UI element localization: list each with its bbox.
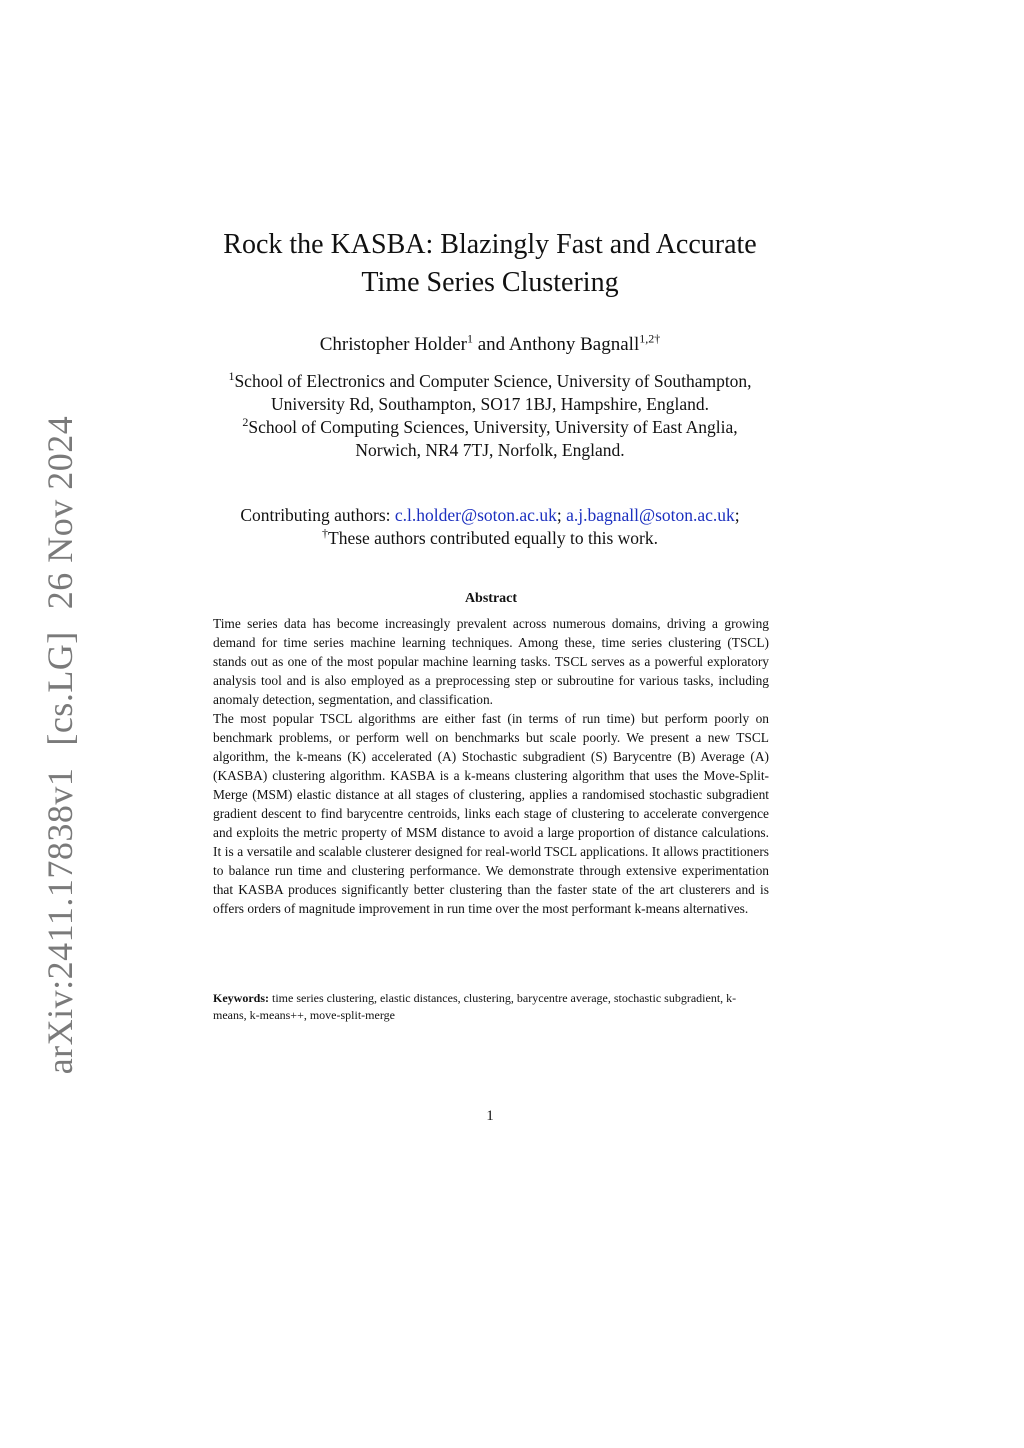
- email-end: ;: [734, 505, 740, 525]
- affiliation-2-line-1: [150, 416, 830, 439]
- author-name: Anthony Bagnall: [508, 334, 640, 355]
- author-list: [150, 332, 830, 358]
- affiliation-mark: 1: [228, 369, 235, 384]
- email-separator: ;: [556, 505, 562, 525]
- email-link-bagnall[interactable]: a.j.bagnall@soton.ac.uk: [566, 505, 735, 525]
- title-line-1: Rock the KASBA: Blazingly Fast and Accurate: [223, 229, 757, 260]
- contributing-line: [150, 504, 830, 527]
- contributing-label: Contributing authors:: [240, 505, 391, 525]
- affiliation-1-line-2: University Rd, Southampton, SO17 1BJ, Hampshire, England.: [271, 394, 709, 414]
- arxiv-category: [cs.LG]: [40, 631, 80, 746]
- affiliation-1-line-1: [150, 370, 830, 393]
- paper-title: [150, 226, 830, 302]
- title-line-2: Time Series Clustering: [361, 267, 619, 298]
- arxiv-identifier-stamp: [39, 416, 81, 1075]
- keywords-text: time series clustering, elastic distances, clustering, barycentre average, stochastic subgradient, k-means, k-means++, move-split-merge: [213, 991, 737, 1022]
- contributing-authors: [150, 504, 830, 550]
- affiliations: [150, 370, 830, 462]
- equal-contribution-text: These authors contributed equally to this work.: [328, 528, 658, 548]
- arxiv-id: arXiv:2411.17838v1: [40, 767, 80, 1075]
- abstract-body: [213, 614, 769, 918]
- dagger-mark: †: [322, 526, 328, 541]
- affiliation-text: School of Electronics and Computer Science, University of Southampton,: [234, 371, 752, 391]
- page-number: 1: [486, 1108, 494, 1124]
- keywords: [213, 990, 769, 1024]
- abstract-heading: Abstract: [464, 591, 518, 606]
- equal-contribution-note: [150, 527, 830, 550]
- abstract-paragraph-2: The most popular TSCL algorithms are either fast (in terms of run time) but perform poorly on benchmark problems, or perform well on benchmarks but scale poorly. We present a new TSCL algorithm, the k-means (K) accelerated (A) Stochastic subgradient (S) Barycentre (B) Average (A) (KASBA) clustering algorithm. KASBA is a k-means clustering algorithm that uses the Move-Split-Merge (MSM) elastic distance at all stages of clustering, applies a randomised stochastic subgradient gradient descent to find barycentre centroids, links each stage of clustering to accelerate convergence and exploits the metric property of MSM distance to avoid a large proportion of distance calculations. It is a versatile and scalable clusterer designed for real-world TSCL applications. It allows practitioners to balance run time and clustering performance. We demonstrate through extensive experimentation that KASBA produces significantly better clustering than the faster state of the art clusterers and is offers orders of magnitude improvement in run time over the most performant k-means alternatives.: [213, 711, 769, 916]
- arxiv-date: 26 Nov 2024: [40, 415, 80, 610]
- keywords-label: Keywords:: [213, 991, 269, 1005]
- affiliation-2-line-2: Norwich, NR4 7TJ, Norfolk, England.: [355, 440, 625, 460]
- author-affiliation-mark: 1: [466, 331, 473, 346]
- affiliation-mark: 2: [242, 415, 249, 430]
- author-name: Christopher Holder: [319, 334, 467, 355]
- abstract-paragraph-1: Time series data has become increasingly prevalent across numerous domains, driving a growing demand for time series machine learning techniques. Among these, time series clustering (TSCL) stands out as one of the most popular machine learning tasks. TSCL serves as a powerful exploratory analysis tool and is also employed as a preprocessing step or subroutine for various tasks, including anomaly detection, segmentation, and classification.: [213, 616, 769, 707]
- author-connector: and: [477, 334, 506, 355]
- email-link-holder[interactable]: c.l.holder@soton.ac.uk: [394, 505, 557, 525]
- affiliation-text: School of Computing Sciences, University, University of East Anglia,: [248, 417, 738, 437]
- author-affiliation-mark: 1,2†: [639, 331, 661, 346]
